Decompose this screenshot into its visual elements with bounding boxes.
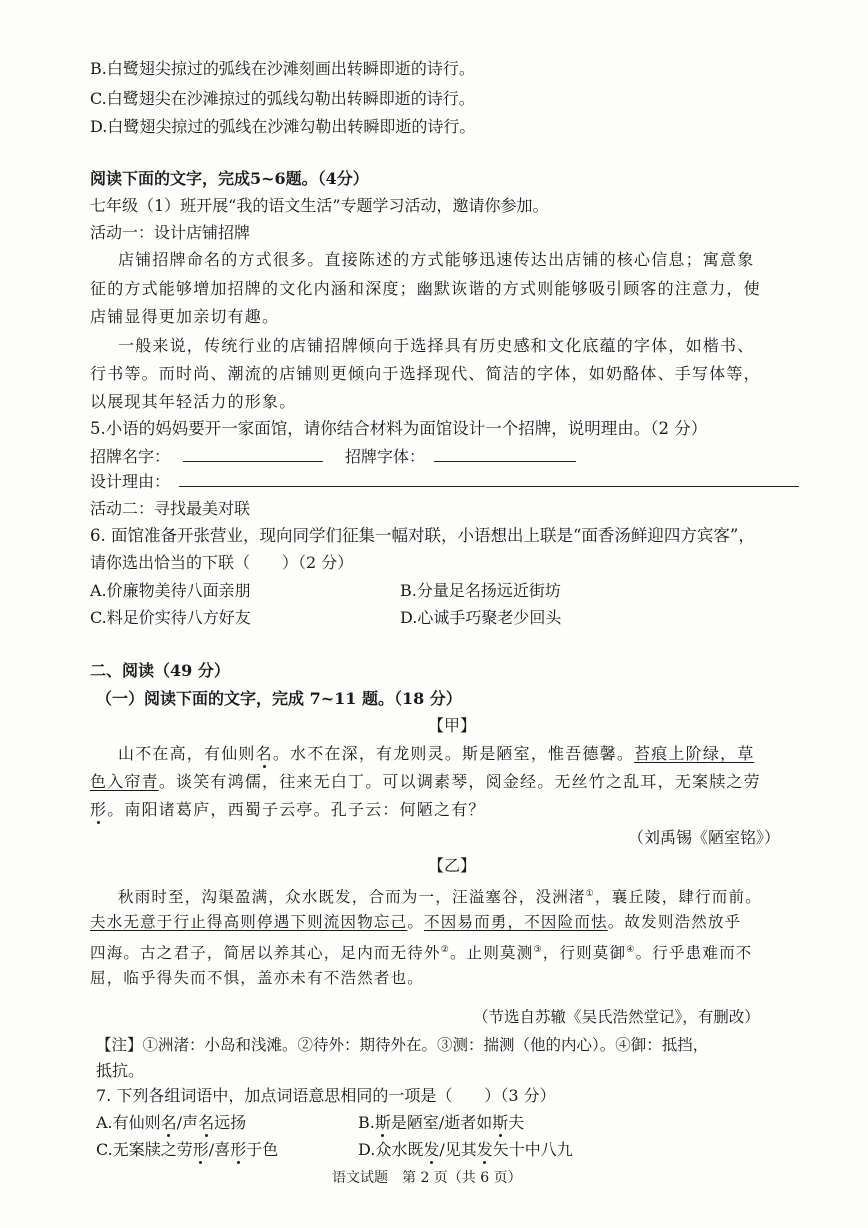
jia-l1a: 山不在高，有仙则 (118, 744, 256, 763)
jia-line1 (118, 743, 754, 765)
q5-name-row (90, 446, 323, 468)
jia-line2 (90, 771, 761, 793)
q6-option-b: B.分量足名扬远近街坊 (400, 581, 561, 600)
q7d-text1: D.众水既 (358, 1140, 424, 1159)
q5-font-row (345, 446, 576, 468)
yi-source: （节选自苏辙《吴氏浩然堂记》，有删改） (473, 1008, 760, 1026)
section2-heading: 二、阅读（49 分） (90, 661, 230, 680)
q7-option-b (358, 1112, 524, 1134)
q5-font-blank[interactable] (434, 447, 576, 462)
activity-intro: 七年级（1）班开展“我的语文生活”专题学习活动，邀请你参加。 (90, 196, 549, 215)
jia-l1-dotted: 名 (255, 744, 273, 763)
yi-line4: 屈，临乎得失而不惧，盖亦未有不浩然者也。 (90, 969, 425, 987)
question-6-line1: 6. 面馆准备开张营业，现向同学们征集一幅对联，小语想出上联是“面香汤鲜迎四方宾客”， (90, 526, 755, 545)
q5-name-blank[interactable] (183, 447, 323, 462)
jia-l3-dotted: 形 (90, 800, 108, 819)
yi-l3a: 四海。古之君子，简居以养其心，足内而无待外 (90, 944, 441, 963)
yi-l2b: 。故发则浩然放乎 (607, 913, 742, 931)
jia-l1b: 。水不在深，有龙则灵。斯是陋室，惟吾德馨。 (272, 744, 635, 763)
q7b-dotted2: 斯 (492, 1113, 509, 1132)
note-ref-2: ② (440, 945, 450, 955)
q7b-dotted1: 斯 (374, 1113, 391, 1132)
jia-title: 【甲】 (428, 716, 477, 735)
question-7: 7. 下列各组词语中，加点词语意思相同的一项是（ ）（3 分） (96, 1086, 556, 1105)
q5-reason-blank[interactable] (179, 472, 799, 487)
note-ref-1: ① (585, 889, 595, 899)
q5-reason-label: 设计理由： (90, 472, 171, 491)
q7-option-c (96, 1139, 278, 1161)
yi-l3b: 。止则莫测 (449, 944, 534, 963)
q5-name-label: 招牌名字： (90, 447, 171, 466)
q5-font-label: 招牌字体： (345, 447, 426, 466)
yi-line3 (90, 939, 752, 964)
q7d-text3: 矢十中八九 (492, 1140, 573, 1159)
question-6-line2: 请你选出恰当的下联（ ）（2 分） (90, 553, 354, 572)
yi-line1 (118, 883, 762, 908)
q5-reason-row (90, 471, 799, 493)
jia-l2-underlined: 色入帘青 (90, 772, 159, 791)
jia-l2b: 。谈笑有鸿儒，往来无白丁。可以调素琴，阅金经。无丝竹之乱耳，无案牍之劳 (158, 772, 761, 791)
yi-l3d: 。行乎患难而不 (635, 944, 753, 963)
para2-line1: 一般来说，传统行业的店铺招牌倾向于选择具有历史感和文化底蕴的字体，如楷书、 (118, 336, 755, 355)
notes-line2: 抵抗。 (96, 1061, 145, 1080)
q7c-text3: 于色 (246, 1140, 279, 1159)
q7b-text3: 夫 (508, 1113, 525, 1132)
q7c-dotted1: 形 (192, 1140, 209, 1159)
activity2-title: 活动二：寻找最美对联 (90, 499, 251, 518)
q7d-dotted1: 发 (423, 1140, 440, 1159)
para2-line3: 以展现其年轻活力的形象。 (90, 392, 297, 411)
para1-line3: 店铺显得更加亲切有趣。 (90, 307, 280, 326)
q7d-text2: /见其 (439, 1140, 477, 1159)
yi-l2-underlined1: 夫水无意于行止得高则停遇下则流因物忘己 (90, 913, 408, 931)
q7a-text2: /声 (176, 1113, 199, 1132)
jia-line3 (90, 799, 486, 821)
yi-l2-underlined2: 不因易而勇，不因险而怯 (424, 913, 608, 931)
jia-l1-underlined: 苔痕上阶绿，草 (634, 744, 755, 763)
q7a-text1: A.有仙则 (96, 1113, 161, 1132)
note-ref-4: ④ (626, 945, 636, 955)
yi-l2m: 。 (407, 913, 425, 931)
section2-sub1: （一）阅读下面的文字，完成 7~11 题。（18 分） (96, 689, 462, 708)
q7c-dotted2: 形 (230, 1140, 247, 1159)
q7a-dotted2: 名 (198, 1113, 215, 1132)
para1-line2: 征的方式能够增加招牌的文化内涵和深度；幽默诙谐的方式则能够吸引顾客的注意力，使 (90, 279, 761, 298)
yi-l3c: ，行则莫御 (542, 944, 627, 963)
q7b-text2: 是陋室/逝者如 (390, 1113, 493, 1132)
q7d-dotted2: 发 (476, 1140, 493, 1159)
notes-line1: 【注】①洲渚：小岛和浅滩。②待外：期待外在。③测：揣测（他的内心）。④御：抵挡， (96, 1036, 709, 1054)
q7a-text3: 远扬 (214, 1113, 247, 1132)
para2-line2: 行书等。而时尚、潮流的店铺则更倾向于选择现代、简洁的字体，如奶酪体、手写体等， (90, 364, 761, 383)
yi-line2 (90, 911, 741, 933)
jia-l3b: 。南阳诸葛庐，西蜀子云亭。孔子云：何陋之有？ (107, 800, 486, 819)
yi-title: 【乙】 (428, 856, 477, 875)
q6-option-c: C.料足价实待八方好友 (90, 608, 251, 627)
q7-option-d (358, 1139, 573, 1161)
section-heading-5-6: 阅读下面的文字，完成5~6题。（4分） (90, 169, 369, 188)
q4-option-d: D.白鹭翅尖掠过的弧线在沙滩勾勒出转瞬即逝的诗行。 (90, 117, 476, 136)
note-ref-3: ③ (533, 945, 543, 955)
q4-option-b: B.白鹭翅尖掠过的弧线在沙滩刻画出转瞬即逝的诗行。 (90, 59, 475, 78)
q7-option-a (96, 1112, 246, 1134)
q6-option-d: D.心诚手巧聚老少回头 (400, 608, 562, 627)
page-footer: 语文试题 第 2 页（共 6 页） (332, 1170, 522, 1186)
q7c-text2: /喜 (208, 1140, 231, 1159)
q4-option-c: C.白鹭翅尖在沙滩掠过的弧线勾勒出转瞬即逝的诗行。 (90, 89, 475, 108)
q6-option-a: A.价廉物美待八面亲朋 (90, 581, 251, 600)
q7b-text1: B. (358, 1113, 375, 1132)
q7c-text1: C.无案牍之劳 (96, 1140, 193, 1159)
activity1-title: 活动一：设计店铺招牌 (90, 223, 251, 242)
yi-l1a: 秋雨时至，沟渠盈满，众水既发，合而为一，汪溢塞谷，没洲渚 (118, 888, 586, 907)
question-5: 5.小语的妈妈要开一家面馆，请你结合材料为面馆设计一个招牌，说明理由。（2 分） (90, 419, 708, 438)
jia-source: （刘禹锡《陋室铭》） (628, 828, 781, 847)
q7a-dotted1: 名 (160, 1113, 177, 1132)
para1-line1: 店铺招牌命名的方式很多。直接陈述的方式能够迅速传达出店铺的核心信息；寓意象 (118, 250, 755, 269)
yi-l1b: ，襄丘陵，肆行而前。 (594, 888, 762, 907)
